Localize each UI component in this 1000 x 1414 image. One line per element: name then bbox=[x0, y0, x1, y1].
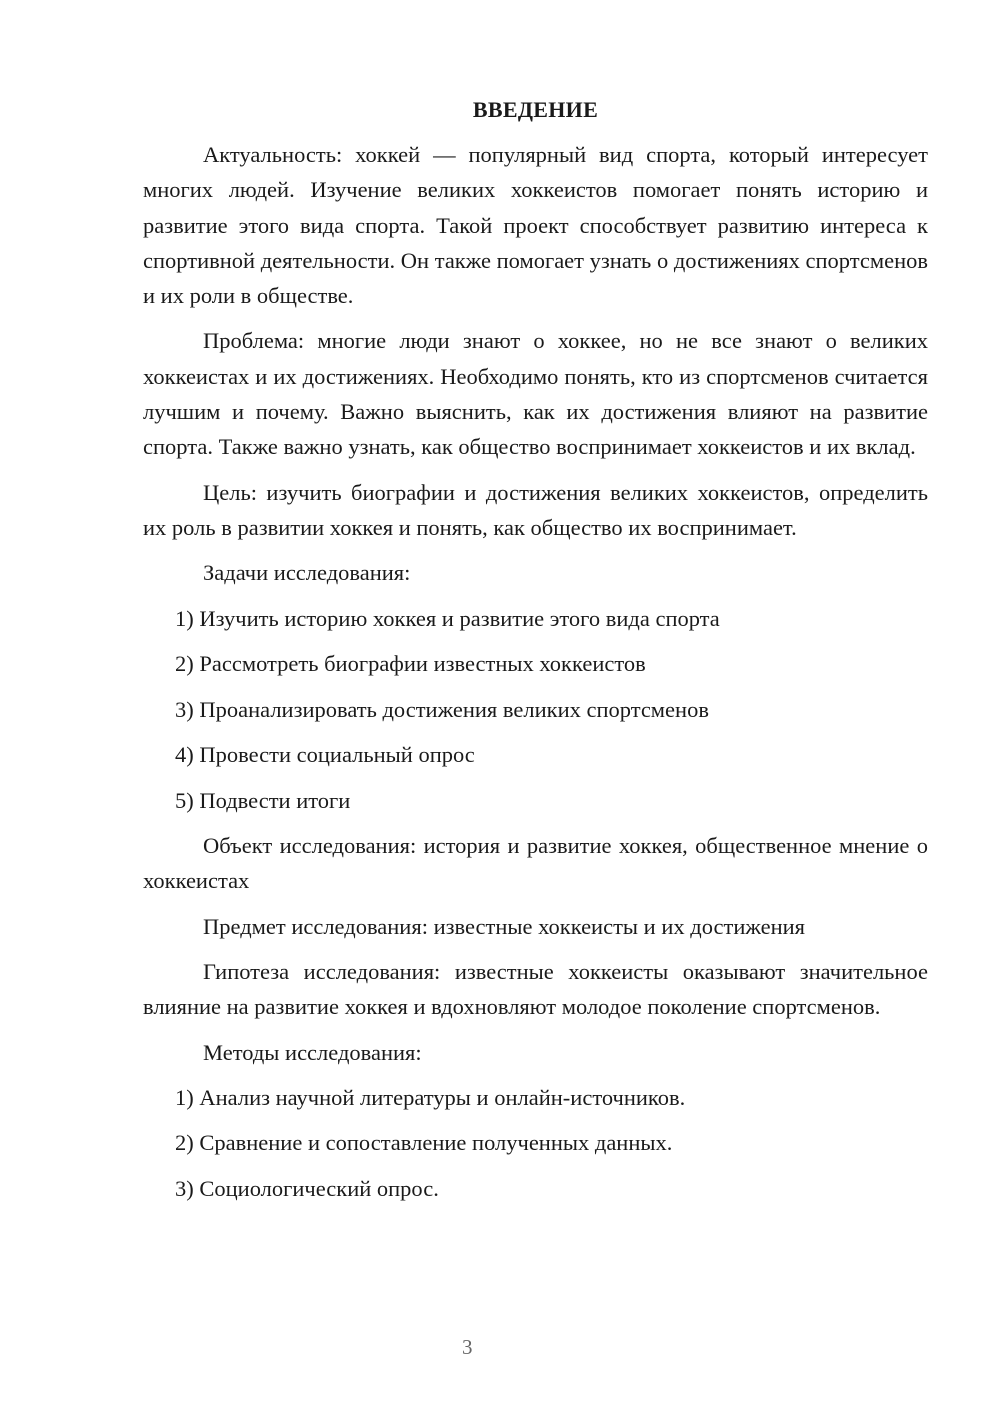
list-item: 3) Проанализировать достижения великих спортсменов bbox=[175, 696, 709, 722]
list-item: 5) Подвести итоги bbox=[175, 787, 351, 813]
methods-list bbox=[143, 1080, 928, 1206]
page-title: ВВЕДЕНИЕ bbox=[472, 97, 599, 122]
paragraph-subject: Предмет исследования: известные хоккеисты и их достижения bbox=[203, 913, 806, 939]
tasks-heading: Задачи исследования: bbox=[203, 560, 411, 586]
list-item: 4) Провести социальный опрос bbox=[175, 742, 475, 768]
methods-heading: Методы исследования: bbox=[203, 1039, 422, 1065]
paragraph-object: Объект исследования: история и развитие хоккея, общественное мнение о хоккеистах bbox=[143, 833, 928, 894]
page-number bbox=[72, 1333, 1000, 1361]
list-item: 2) Сравнение и сопоставление полученных данных. bbox=[175, 1130, 673, 1156]
list-item: 1) Анализ научной литературы и онлайн-источников. bbox=[175, 1084, 686, 1110]
paragraph-problem: Проблема: многие люди знают о хоккее, но не все знают о великих хоккеистах и их достижениях. Необходимо понять, кто из спортсменов считается лучшим и почему. Важно выяснить, как их достижения влияют на развитие спорта. Также важно узнать, как общество воспринимает хоккеистов и их вклад. bbox=[143, 328, 928, 460]
tasks-list bbox=[143, 601, 928, 818]
paragraph-hypothesis: Гипотеза исследования: известные хоккеисты оказывают значительное влияние на развитие хоккея и вдохновляют молодое поколение спортсменов. bbox=[143, 958, 928, 1020]
list-item: 2) Рассмотреть биографии известных хоккеистов bbox=[175, 651, 646, 677]
list-item: 3) Социологический опрос. bbox=[175, 1175, 439, 1201]
page-number-text: 3 bbox=[462, 1335, 473, 1359]
paragraph-relevance: Актуальность: хоккей — популярный вид спорта, который интересует многих людей. Изучение великих хоккеистов помогает понять историю и развитие этого вида спорта. Такой проект способствует развитию интереса к спортивной деятельности. Он также помогает узнать о достижениях спортсменов и их роли в обществе. bbox=[143, 142, 928, 309]
list-item: 1) Изучить историю хоккея и развитие этого вида спорта bbox=[175, 605, 720, 631]
paragraph-goal: Цель: изучить биографии и достижения великих хоккеистов, определить их роль в развитии хоккея и понять, как общество их воспринимает. bbox=[143, 479, 928, 540]
page-content bbox=[143, 95, 928, 1216]
